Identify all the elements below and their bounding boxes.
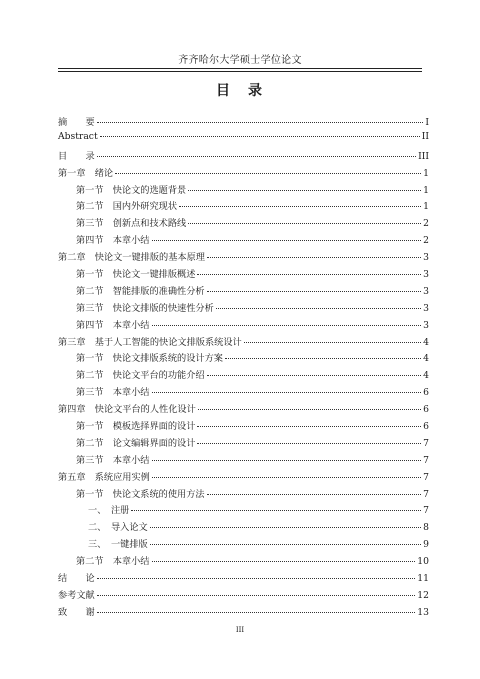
toc-leader-dots (197, 274, 421, 275)
toc-entry[interactable] (58, 334, 429, 351)
toc-entry-page: 1 (423, 184, 429, 196)
toc-entry[interactable] (58, 486, 429, 503)
toc-leader-dots (225, 358, 421, 359)
toc-entry-page: 3 (423, 319, 429, 331)
toc-leader-dots (97, 156, 416, 157)
toc-entry-page: 12 (417, 589, 429, 601)
toc-entry-label: 第一节 模板选择界面的设计 (76, 421, 196, 433)
toc-entry-page: 3 (423, 285, 429, 297)
toc-entry-page: 13 (417, 606, 429, 618)
toc-entry-page: 7 (423, 471, 429, 483)
toc-leader-dots (179, 206, 421, 207)
toc-entry-label: 参考文献 (58, 589, 95, 601)
toc-leader-dots (97, 612, 416, 613)
toc-entry[interactable] (58, 604, 429, 621)
toc-entry-label: 第二节 快论文平台的功能介绍 (76, 370, 205, 382)
toc-entry[interactable] (58, 182, 429, 199)
toc-entry[interactable] (58, 198, 429, 215)
toc-entry[interactable] (58, 519, 429, 536)
toc-entry-page: 8 (423, 522, 429, 534)
toc-entry[interactable] (58, 452, 429, 469)
toc-entry-label: 第二节 国内外研究现状 (76, 201, 178, 213)
toc-leader-dots (152, 240, 422, 241)
toc-entry-label: 结 论 (58, 573, 95, 585)
toc-entry[interactable] (58, 587, 429, 604)
toc-entry[interactable] (58, 367, 429, 384)
toc-entry-page: 3 (423, 302, 429, 314)
toc-entry-label: 第三章 基于人工智能的快论文排版系统设计 (58, 336, 242, 348)
toc-entry[interactable] (58, 232, 429, 249)
toc-entry-page: 3 (423, 252, 429, 264)
toc-leader-dots (207, 257, 421, 258)
toc-entry[interactable] (58, 536, 429, 553)
toc-entry[interactable] (58, 570, 429, 587)
toc-entry[interactable] (58, 114, 429, 131)
toc-leader-dots (152, 325, 422, 326)
page-title: 目 录 (216, 83, 264, 99)
toc-entry-label: 第四节 本章小结 (76, 235, 150, 247)
toc-entry[interactable] (58, 249, 429, 266)
toc-entry[interactable] (58, 266, 429, 283)
toc-leader-dots (197, 426, 421, 427)
toc-leader-dots (97, 578, 416, 579)
toc-entry-label: 第五章 系统应用实例 (58, 471, 150, 483)
toc-leader-dots (207, 291, 422, 292)
toc-entry-page: 10 (417, 556, 429, 568)
toc-entry[interactable] (58, 401, 429, 418)
toc-entry[interactable] (58, 418, 429, 435)
toc-entry[interactable] (58, 283, 429, 300)
toc-entry-page: 1 (423, 167, 429, 179)
toc-entry[interactable] (58, 553, 429, 570)
toc-leader-dots (198, 409, 421, 410)
toc-entry[interactable] (58, 435, 429, 452)
toc-leader-dots (197, 443, 421, 444)
toc-leader-dots (97, 595, 416, 596)
toc-entry-label: 摘 要 (58, 117, 95, 128)
toc-entry-page: III (418, 150, 429, 162)
toc-entry-page: 7 (423, 454, 429, 466)
toc-leader-dots (115, 173, 421, 174)
toc-leader-dots (150, 544, 421, 545)
toc-entry-label: 第二节 论文编辑界面的设计 (76, 437, 196, 449)
toc-leader-dots (244, 342, 421, 343)
toc-entry-label: 第四节 本章小结 (76, 319, 150, 331)
toc-entry-label: 第一章 绪论 (58, 167, 114, 179)
toc-entry[interactable] (58, 350, 429, 367)
toc-leader-dots (216, 308, 421, 309)
toc-entry[interactable] (58, 384, 429, 401)
toc-entry-page: 4 (423, 336, 429, 348)
toc-entry-page: 6 (423, 404, 429, 416)
toc-entry[interactable] (58, 131, 429, 148)
toc-entry-label: 第三节 本章小结 (76, 454, 150, 466)
table-of-contents (58, 114, 429, 621)
toc-entry-label: 一、 注册 (88, 505, 130, 517)
toc-entry-label: 第二节 智能排版的准确性分析 (76, 285, 205, 297)
toc-leader-dots (188, 223, 421, 224)
toc-entry-label: 第一节 快论文系统的使用方法 (76, 488, 205, 500)
toc-leader-dots (131, 510, 421, 511)
toc-entry-page: 9 (423, 539, 429, 551)
toc-entry-page: 4 (423, 370, 429, 382)
toc-entry-label: 第四章 快论文平台的人性化设计 (58, 404, 196, 416)
footer-page-number: III (235, 626, 245, 634)
toc-entry[interactable] (58, 165, 429, 182)
toc-entry-page: 6 (423, 421, 429, 433)
toc-entry[interactable] (58, 300, 429, 317)
toc-entry-label: 第一节 快论文的选题背景 (76, 184, 187, 196)
toc-entry-page: 7 (423, 488, 429, 500)
toc-leader-dots (152, 477, 421, 478)
toc-leader-dots (150, 527, 421, 528)
toc-entry-page: 7 (423, 437, 429, 449)
toc-entry-label: 三、 一键排版 (88, 539, 148, 551)
toc-entry[interactable] (58, 215, 429, 232)
header-rule-thin (58, 71, 422, 72)
toc-entry-label: 第一节 快论文一键排版概述 (76, 269, 196, 281)
toc-entry-page: 6 (423, 387, 429, 399)
toc-entry-label: 第三节 快论文排版的快速性分析 (76, 302, 214, 314)
toc-leader-dots (100, 136, 420, 137)
toc-entry-label: 二、 导入论文 (88, 522, 148, 534)
toc-entry-label: 目 录 (58, 150, 95, 162)
toc-leader-dots (152, 460, 422, 461)
toc-entry-page: 2 (423, 235, 429, 247)
toc-entry-label: 致 谢 (58, 606, 95, 618)
toc-entry-label: 第三节 创新点和技术路线 (76, 218, 187, 230)
toc-entry-label: 第一节 快论文排版系统的设计方案 (76, 353, 223, 365)
toc-entry-page: II (421, 130, 429, 142)
toc-leader-dots (188, 190, 421, 191)
toc-leader-dots (207, 494, 422, 495)
header-rule-thick (58, 68, 422, 69)
toc-entry-page: 3 (423, 269, 429, 281)
toc-entry-page: I (425, 117, 429, 128)
toc-entry-page: 11 (417, 573, 429, 585)
toc-entry-page: 2 (423, 218, 429, 230)
toc-entry[interactable] (58, 148, 429, 165)
toc-entry-label: 第三节 本章小结 (76, 387, 150, 399)
toc-entry-label: 第二节 本章小结 (76, 556, 150, 568)
toc-entry[interactable] (58, 502, 429, 519)
toc-entry-label: 第二章 快论文一键排版的基本原理 (58, 252, 205, 264)
toc-leader-dots (97, 122, 424, 123)
toc-entry-page: 4 (423, 353, 429, 365)
toc-entry[interactable] (58, 317, 429, 334)
toc-leader-dots (152, 392, 422, 393)
toc-leader-dots (152, 561, 416, 562)
toc-entry-page: 1 (423, 201, 429, 213)
toc-entry-page: 7 (423, 505, 429, 517)
toc-entry[interactable] (58, 469, 429, 486)
toc-leader-dots (207, 375, 422, 376)
running-header: 齐齐哈尔大学硕士学位论文 (178, 55, 302, 66)
toc-entry-label: Abstract (58, 130, 98, 142)
